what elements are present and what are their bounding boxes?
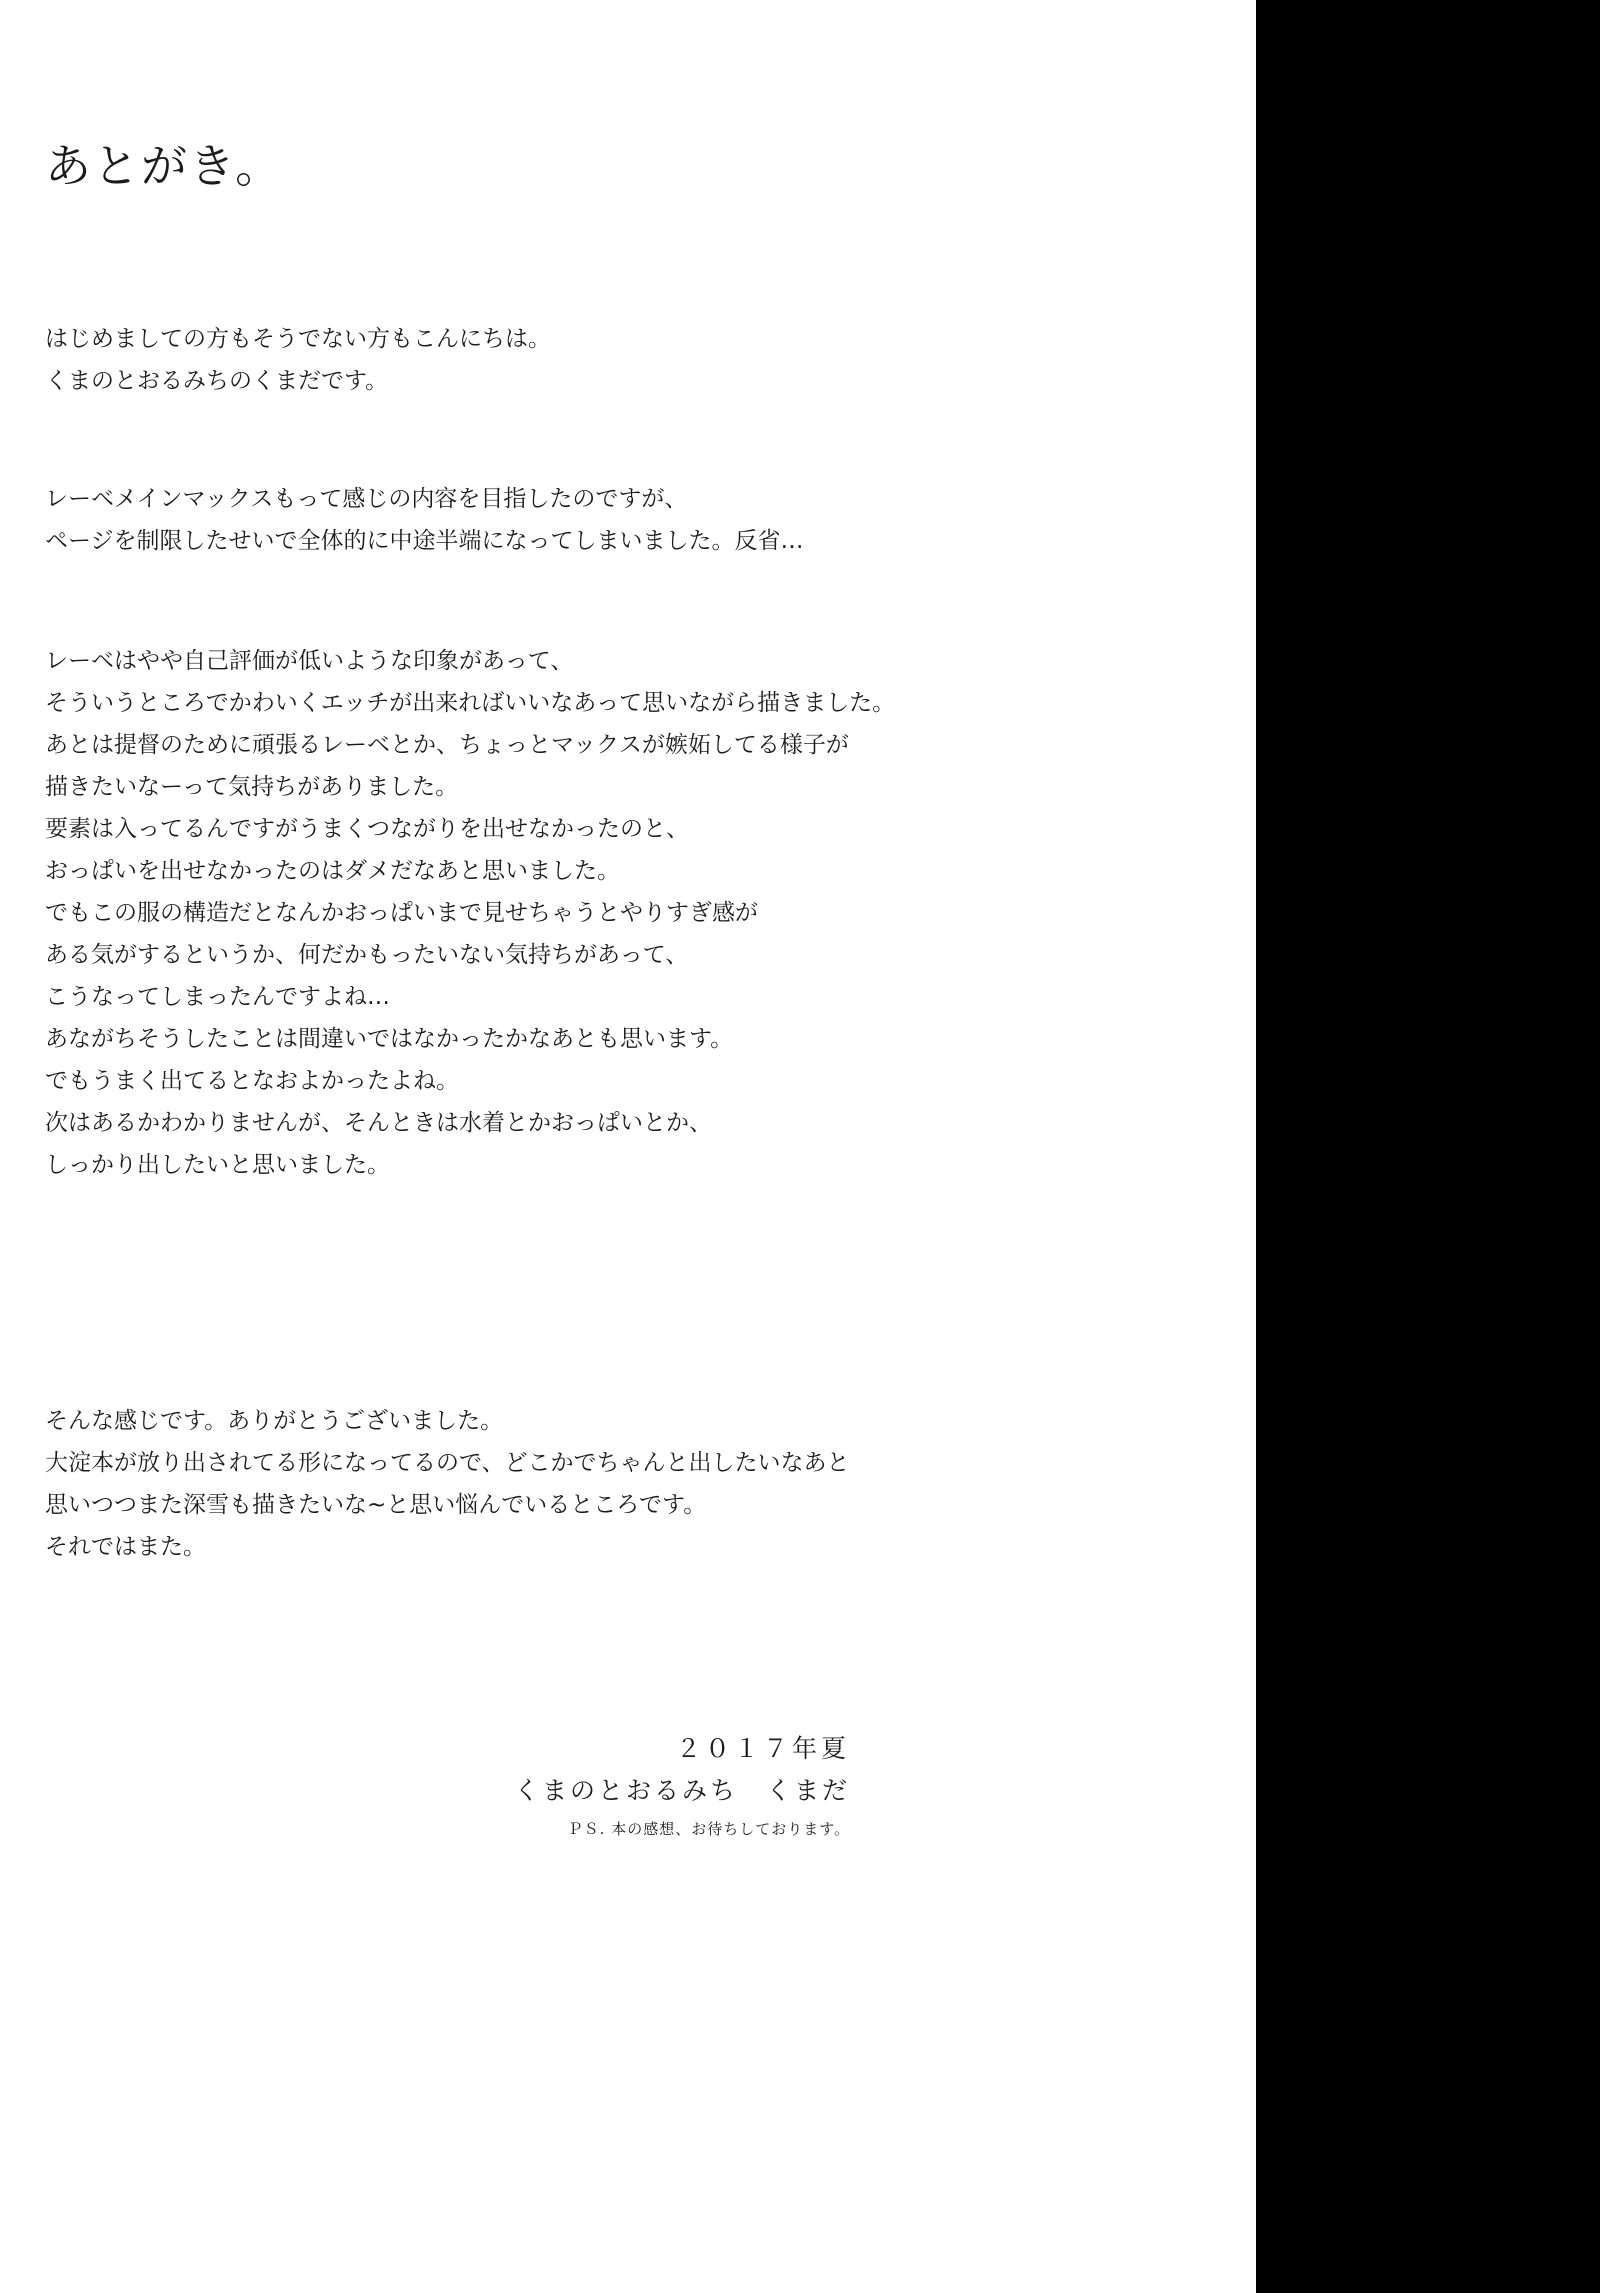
paragraph-line: でもうまく出てるとなおよかったよね。: [45, 1068, 459, 1094]
paragraph-line: はじめましての方もそうでない方もこんにちは。: [45, 326, 551, 352]
paragraph-line: それではまた。: [45, 1534, 206, 1560]
paragraph-line: ある気がするというか、何だかもったいない気持ちがあって、: [45, 942, 689, 968]
paragraph-line: 大淀本が放り出されてる形になってるので、どこかでちゃんと出したいなあと: [45, 1450, 850, 1476]
paragraph-line: くまのとおるみちのくまだです。: [45, 368, 389, 394]
paragraph-line: こうなってしまったんですよね…: [45, 984, 390, 1010]
signature: [514, 1728, 850, 1846]
paragraph-concept: [45, 478, 804, 562]
black-side-panel: [1256, 0, 1600, 2293]
paragraph-line: あとは提督のために頑張るレーベとか、ちょっとマックスが嫉妬してる様子が: [45, 732, 849, 758]
paragraph-line: 要素は入ってるんですがうまくつながりを出せなかったのと、: [45, 816, 689, 842]
page-title: あとがき。: [45, 139, 284, 193]
paragraph-line: 思いつつまた深雪も描きたいな~と思い悩んでいるところです。: [45, 1492, 707, 1518]
paragraph-line: ページを制限したせいで全体的に中途半端になってしまいました。反省…: [45, 528, 804, 554]
paragraph-line: そんな感じです。ありがとうございました。: [45, 1408, 504, 1434]
paragraph-line: あながちそうしたことは間違いではなかったかなあとも思います。: [45, 1026, 734, 1052]
signature-postscript: ＰＳ. 本の感想、お待ちしております。: [567, 1820, 850, 1838]
paragraph-reflection: [45, 640, 895, 1186]
paragraph-line: しっかり出したいと思いました。: [45, 1152, 390, 1178]
signature-year: ２０１７年夏: [675, 1734, 850, 1763]
paragraph-line: レーベメインマックスもって感じの内容を目指したのですが、: [45, 486, 688, 512]
paragraph-line: おっぱいを出せなかったのはダメだなあと思いました。: [45, 858, 620, 884]
paragraph-closing: [45, 1400, 850, 1568]
paragraph-line: そういうところでかわいくエッチが出来ればいいなあって思いながら描きました。: [45, 690, 896, 716]
signature-author: くまのとおるみち くまだ: [513, 1776, 850, 1805]
paragraph-intro: [45, 318, 551, 402]
paragraph-line: 次はあるかわかりませんが、そんときは水着とかおっぱいとか、: [45, 1110, 712, 1136]
paragraph-line: レーベはやや自己評価が低いような印象があって、: [45, 648, 574, 674]
paragraph-line: 描きたいなーって気持ちがありました。: [45, 774, 459, 800]
paragraph-line: でもこの服の構造だとなんかおっぱいまで見せちゃうとやりすぎ感が: [45, 900, 758, 926]
